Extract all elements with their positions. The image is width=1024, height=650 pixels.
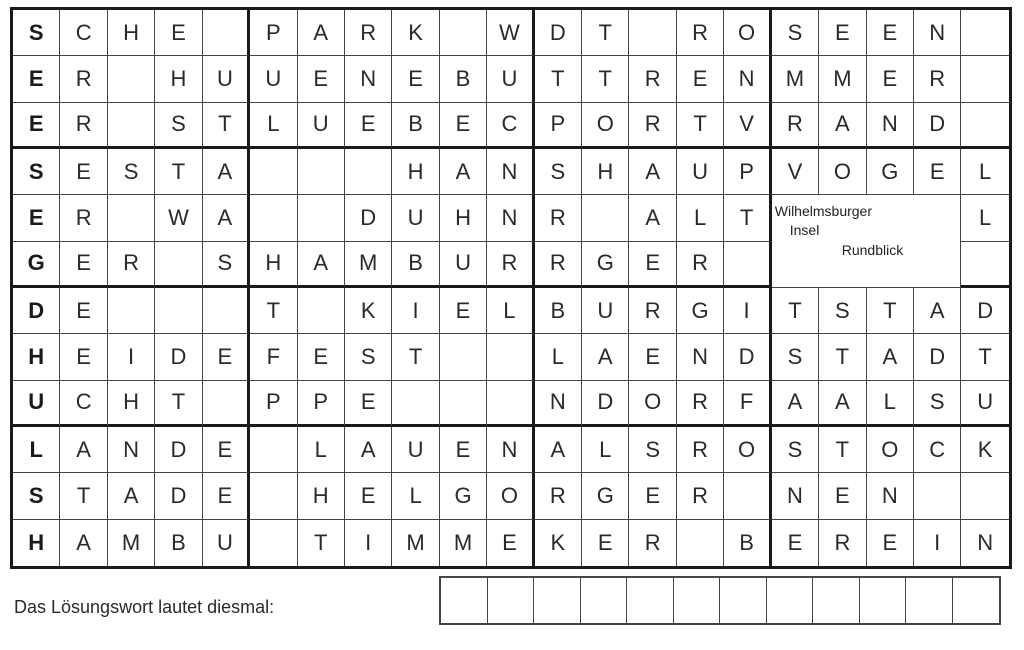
grid-cell: N — [108, 427, 155, 473]
grid-cell: B — [440, 56, 487, 102]
grid-cell: R — [487, 242, 534, 288]
grid-cell: L — [961, 195, 1008, 241]
grid-cell: S — [629, 427, 676, 473]
solution-box[interactable] — [767, 578, 814, 623]
grid-cell: W — [155, 195, 202, 241]
grid-cell — [250, 520, 297, 566]
grid-cell: M — [392, 520, 439, 566]
grid-cell: D — [961, 288, 1008, 334]
grid-cell — [961, 56, 1008, 102]
grid-cell: R — [60, 195, 107, 241]
block-line-3: Rundblick — [841, 242, 904, 259]
grid-cell: N — [345, 56, 392, 102]
grid-cell: A — [60, 520, 107, 566]
grid-cell: U — [440, 242, 487, 288]
grid-cell: S — [13, 473, 60, 519]
grid-cell — [440, 381, 487, 427]
grid-cell: P — [535, 103, 582, 149]
grid-cell: F — [250, 334, 297, 380]
solution-box[interactable] — [627, 578, 674, 623]
grid-cell: E — [60, 149, 107, 195]
grid-cell: H — [582, 149, 629, 195]
grid-cell: E — [440, 288, 487, 334]
block-line-2: Insel — [789, 222, 820, 239]
grid-cell: H — [250, 242, 297, 288]
grid-cell: D — [13, 288, 60, 334]
grid-cell: N — [487, 195, 534, 241]
grid-cell: G — [13, 242, 60, 288]
grid-cell: E — [629, 473, 676, 519]
grid-cell: K — [345, 288, 392, 334]
grid-cell — [250, 427, 297, 473]
grid-cell: C — [60, 381, 107, 427]
grid-cell: E — [487, 520, 534, 566]
grid-cell — [724, 242, 771, 288]
grid-cell: A — [298, 242, 345, 288]
grid-cell: L — [250, 103, 297, 149]
grid-cell — [155, 288, 202, 334]
solution-box[interactable] — [534, 578, 581, 623]
grid-cell: M — [345, 242, 392, 288]
grid-cell: E — [392, 56, 439, 102]
grid-cell: N — [677, 334, 724, 380]
grid-cell: U — [582, 288, 629, 334]
grid-cell: A — [60, 427, 107, 473]
grid-cell: A — [535, 427, 582, 473]
grid-cell: T — [203, 103, 250, 149]
grid-cell: U — [298, 103, 345, 149]
grid-cell: U — [487, 56, 534, 102]
grid-cell — [440, 334, 487, 380]
grid-cell: S — [345, 334, 392, 380]
grid-cell: E — [60, 334, 107, 380]
grid-cell: O — [867, 427, 914, 473]
grid-cell: C — [60, 10, 107, 56]
grid-cell: T — [155, 381, 202, 427]
grid-cell — [108, 288, 155, 334]
grid-cell: R — [535, 242, 582, 288]
grid-cell — [487, 381, 534, 427]
grid-cell: R — [772, 103, 819, 149]
grid-cell: L — [867, 381, 914, 427]
grid-cell: W — [487, 10, 534, 56]
grid-cell: A — [440, 149, 487, 195]
grid-cell — [108, 195, 155, 241]
grid-cell: U — [677, 149, 724, 195]
grid-cell: K — [961, 427, 1008, 473]
grid-cell: H — [13, 334, 60, 380]
grid-cell: T — [819, 334, 866, 380]
grid-cell: T — [867, 288, 914, 334]
grid-cell: G — [440, 473, 487, 519]
grid-cell: L — [487, 288, 534, 334]
grid-cell: U — [961, 381, 1008, 427]
grid-cell: R — [677, 427, 724, 473]
grid-cell: S — [108, 149, 155, 195]
grid-cell: T — [535, 56, 582, 102]
grid-cell: U — [203, 520, 250, 566]
grid-cell: F — [724, 381, 771, 427]
grid-cell: R — [345, 10, 392, 56]
grid-cell: S — [13, 10, 60, 56]
grid-cell: A — [819, 103, 866, 149]
grid-cell: M — [772, 56, 819, 102]
grid-cell: E — [345, 103, 392, 149]
grid-cell: B — [392, 103, 439, 149]
block-line-1: Wilhelmsburger — [774, 203, 872, 220]
grid-cell: D — [724, 334, 771, 380]
grid-cell: A — [629, 149, 676, 195]
grid-cell: R — [60, 103, 107, 149]
grid-cell: E — [914, 149, 961, 195]
grid-cell: E — [819, 473, 866, 519]
grid-cell — [582, 195, 629, 241]
grid-cell: E — [867, 520, 914, 566]
grid-cell: U — [392, 195, 439, 241]
grid-cell: K — [535, 520, 582, 566]
grid-cell: G — [582, 473, 629, 519]
solution-boxes — [439, 576, 1001, 625]
grid-cell: R — [629, 288, 676, 334]
grid-cell: T — [772, 288, 819, 334]
solution-box[interactable] — [488, 578, 535, 623]
grid-cell: L — [392, 473, 439, 519]
grid-cell: D — [914, 103, 961, 149]
grid-cell — [298, 149, 345, 195]
solution-box[interactable] — [581, 578, 628, 623]
grid-cell — [250, 149, 297, 195]
grid-cell: E — [629, 242, 676, 288]
grid-cell: T — [961, 334, 1008, 380]
grid-cell: E — [772, 520, 819, 566]
grid-cell — [203, 288, 250, 334]
grid-cell: S — [203, 242, 250, 288]
grid-cell: E — [440, 103, 487, 149]
solution-box[interactable] — [674, 578, 721, 623]
grid-cell: G — [582, 242, 629, 288]
grid-cell: M — [819, 56, 866, 102]
grid-cell: R — [819, 520, 866, 566]
solution-box[interactable] — [720, 578, 767, 623]
grid-cell: E — [60, 242, 107, 288]
solution-box[interactable] — [860, 578, 907, 623]
grid-cell: M — [440, 520, 487, 566]
grid-cell: A — [108, 473, 155, 519]
grid-cell: O — [582, 103, 629, 149]
grid-cell: R — [535, 195, 582, 241]
grid-cell: S — [914, 381, 961, 427]
grid-cell: L — [961, 149, 1008, 195]
grid-cell: D — [582, 381, 629, 427]
grid-cell: T — [724, 195, 771, 241]
grid-cell: E — [60, 288, 107, 334]
grid-cell: N — [867, 473, 914, 519]
grid-cell: P — [298, 381, 345, 427]
grid-cell — [250, 473, 297, 519]
grid-cell: H — [440, 195, 487, 241]
grid-cell: T — [250, 288, 297, 334]
grid-cell: A — [345, 427, 392, 473]
grid-cell — [961, 103, 1008, 149]
grid-cell: O — [629, 381, 676, 427]
grid-cell: A — [772, 381, 819, 427]
grid-cell: T — [392, 334, 439, 380]
grid-cell: R — [108, 242, 155, 288]
grid-cell: H — [155, 56, 202, 102]
grid-cell: O — [724, 10, 771, 56]
grid-cell: E — [203, 473, 250, 519]
grid-cell: S — [772, 334, 819, 380]
grid-cell: A — [298, 10, 345, 56]
grid-cell: A — [203, 195, 250, 241]
grid-cell — [961, 473, 1008, 519]
grid-cell: A — [629, 195, 676, 241]
grid-cell: I — [392, 288, 439, 334]
grid-cell: E — [13, 195, 60, 241]
grid-cell: E — [345, 473, 392, 519]
grid-cell: O — [819, 149, 866, 195]
grid-cell: N — [772, 473, 819, 519]
grid-cell — [629, 10, 676, 56]
solution-box[interactable] — [953, 578, 1000, 623]
grid-cell: E — [13, 103, 60, 149]
grid-cell: E — [203, 334, 250, 380]
grid-cell: C — [914, 427, 961, 473]
grid-cell: A — [582, 334, 629, 380]
grid-cell: B — [535, 288, 582, 334]
grid-cell: N — [487, 427, 534, 473]
grid-cell: R — [677, 242, 724, 288]
grid-cell: E — [629, 334, 676, 380]
wilhelmsburger-block — [772, 195, 962, 288]
grid-cell: E — [867, 56, 914, 102]
grid-cell: N — [487, 149, 534, 195]
grid-cell: P — [250, 10, 297, 56]
grid-cell: P — [724, 149, 771, 195]
grid-cell: T — [582, 10, 629, 56]
grid-cell: L — [677, 195, 724, 241]
grid-cell: R — [535, 473, 582, 519]
grid-cell: T — [298, 520, 345, 566]
grid-cell: H — [108, 381, 155, 427]
solution-label: Das Lösungswort lautet diesmal: — [14, 597, 275, 617]
grid-cell: E — [298, 56, 345, 102]
grid-cell: S — [13, 149, 60, 195]
grid-cell: E — [677, 56, 724, 102]
grid-cell: M — [108, 520, 155, 566]
grid-cell: P — [250, 381, 297, 427]
grid-cell: E — [867, 10, 914, 56]
grid-cell: H — [108, 10, 155, 56]
grid-cell — [250, 195, 297, 241]
grid-cell — [961, 242, 1008, 288]
grid-cell: L — [582, 427, 629, 473]
grid-cell: R — [914, 56, 961, 102]
grid-cell — [440, 10, 487, 56]
grid-cell: G — [867, 149, 914, 195]
grid-cell: E — [155, 10, 202, 56]
grid-cell: E — [298, 334, 345, 380]
grid-cell: I — [108, 334, 155, 380]
grid-cell: N — [535, 381, 582, 427]
grid-cell: D — [535, 10, 582, 56]
grid-cell: R — [629, 56, 676, 102]
solution-box[interactable] — [906, 578, 953, 623]
grid-cell: B — [155, 520, 202, 566]
grid-cell: E — [582, 520, 629, 566]
grid-cell: L — [535, 334, 582, 380]
grid-cell — [108, 103, 155, 149]
grid-cell: N — [867, 103, 914, 149]
grid-cell: A — [819, 381, 866, 427]
grid-cell: N — [977, 529, 994, 555]
grid-cell: S — [772, 427, 819, 473]
grid-cell — [392, 381, 439, 427]
grid-cell: G — [677, 288, 724, 334]
grid-cell — [724, 473, 771, 519]
grid-cell: I — [914, 520, 961, 566]
grid-cell: A — [203, 149, 250, 195]
grid-cell: S — [772, 10, 819, 56]
grid-cell: B — [724, 520, 771, 566]
grid-cell: D — [155, 473, 202, 519]
grid-cell: U — [203, 56, 250, 102]
grid-cell: B — [392, 242, 439, 288]
grid-cell: H — [13, 520, 60, 566]
grid-cell: N — [914, 10, 961, 56]
grid-cell: U — [13, 381, 60, 427]
grid-cell: O — [487, 473, 534, 519]
grid-cell: U — [392, 427, 439, 473]
grid-cell: V — [724, 103, 771, 149]
grid-cell — [345, 149, 392, 195]
grid-cell: R — [629, 103, 676, 149]
grid-cell: U — [250, 56, 297, 102]
grid-cell: R — [677, 10, 724, 56]
grid-cell — [108, 56, 155, 102]
grid-cell: S — [155, 103, 202, 149]
grid-cell: L — [298, 427, 345, 473]
grid-cell — [961, 10, 1008, 56]
grid-cell: L — [13, 427, 60, 473]
grid-cell: D — [155, 334, 202, 380]
grid-cell — [298, 195, 345, 241]
grid-cell: H — [392, 149, 439, 195]
grid-cell — [914, 473, 961, 519]
grid-cell: T — [677, 103, 724, 149]
grid-cell: T — [155, 149, 202, 195]
grid-cell: I — [724, 288, 771, 334]
grid-cell: D — [345, 195, 392, 241]
grid-cell: V — [772, 149, 819, 195]
grid-cell: E — [819, 10, 866, 56]
grid-cell: A — [867, 334, 914, 380]
grid-cell: E — [345, 381, 392, 427]
grid-cell — [677, 520, 724, 566]
grid-cell: C — [487, 103, 534, 149]
solution-box[interactable] — [813, 578, 860, 623]
grid-cell: R — [677, 473, 724, 519]
grid-cell: R — [60, 56, 107, 102]
grid-cell: H — [298, 473, 345, 519]
grid-cell: R — [629, 520, 676, 566]
grid-cell — [155, 242, 202, 288]
grid-cell: E — [13, 56, 60, 102]
grid-cell: I — [345, 520, 392, 566]
grid-cell: D — [155, 427, 202, 473]
grid-cell — [298, 288, 345, 334]
grid-cell — [203, 381, 250, 427]
grid-cell: N — [724, 56, 771, 102]
grid-cell: S — [819, 288, 866, 334]
grid-cell: S — [535, 149, 582, 195]
grid-cell — [487, 334, 534, 380]
grid-cell: E — [203, 427, 250, 473]
grid-cell: T — [60, 473, 107, 519]
grid-cell: D — [914, 334, 961, 380]
grid-cell: E — [440, 427, 487, 473]
grid-cell: A — [914, 288, 961, 334]
grid-cell: K — [392, 10, 439, 56]
solution-box[interactable] — [441, 578, 488, 623]
grid-cell: T — [582, 56, 629, 102]
puzzle-grid — [10, 7, 1012, 569]
grid-cell: O — [724, 427, 771, 473]
grid-cell — [203, 10, 250, 56]
grid-cell: T — [819, 427, 866, 473]
grid-cell: R — [677, 381, 724, 427]
